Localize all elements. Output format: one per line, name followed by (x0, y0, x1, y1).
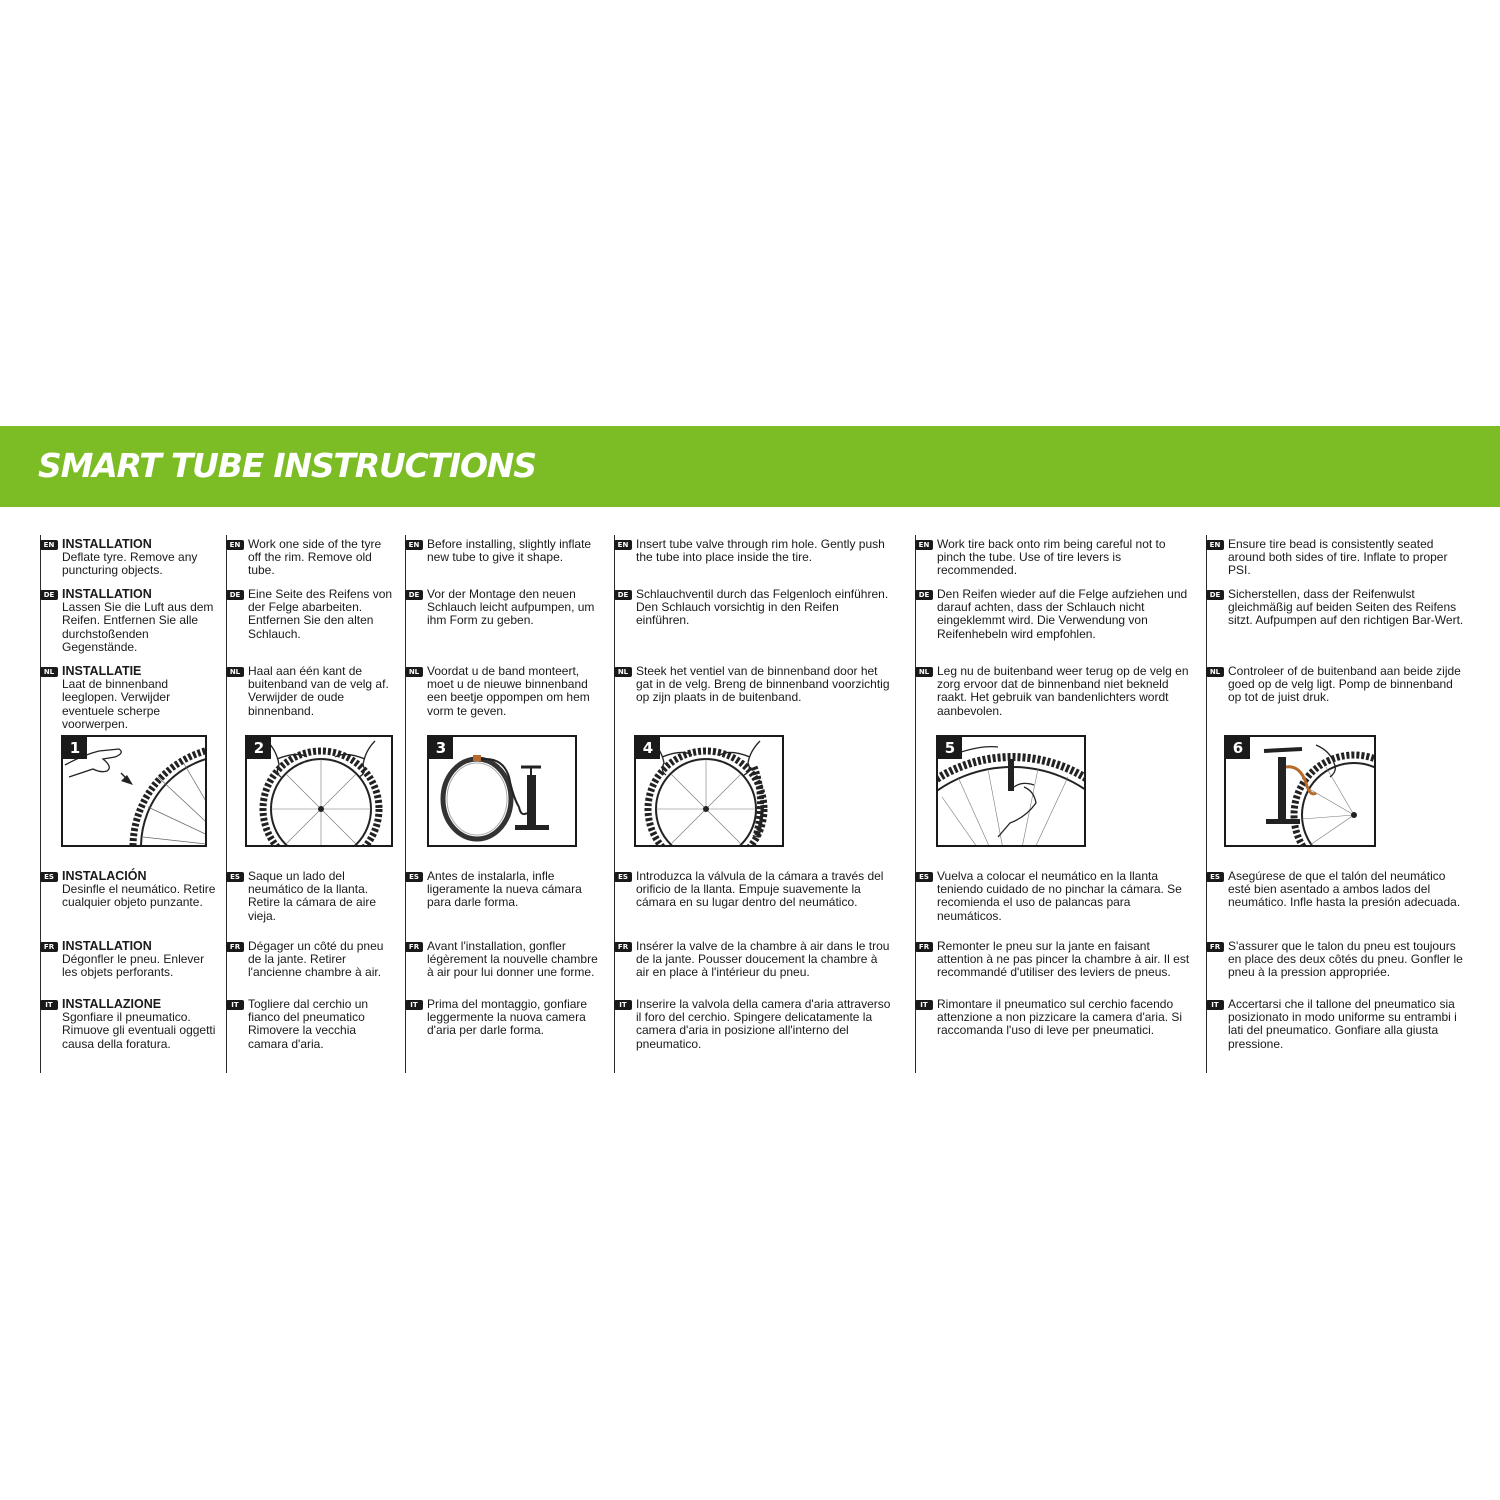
instruction-en (226, 538, 396, 578)
instruction-fr (915, 940, 1197, 980)
language-badge: ES (226, 872, 244, 882)
instruction-text: Schlauchventil durch das Felgenloch einführen. Den Schlauch vorsichtig in den Reifen einführen. (636, 587, 889, 628)
instruction-text: Accertarsi che il tallone del pneumatico sia posizionato in modo uniforme su entrambi i lati del pneumatico. Gonfiare alla giusta pressione. (1228, 997, 1457, 1051)
page-title: SMART TUBE INSTRUCTIONS (38, 446, 536, 485)
instruction-es (40, 870, 218, 910)
language-badge: NL (915, 667, 933, 677)
step-number: 1 (63, 737, 87, 759)
language-badge: DE (226, 590, 244, 600)
instruction-text: Togliere dal cerchio un fianco del pneumatico Rimovere la vecchia camara d'aria. (248, 997, 369, 1051)
instruction-text: Sicherstellen, dass der Reifenwulst gleichmäßig auf beiden Seiten des Reifens sitzt. Aufpumpen auf den richtigen Bar-Wert. (1228, 587, 1464, 628)
instruction-text: Rimontare il pneumatico sul cerchio facendo attenzione a non pizzicare la camera d'aria. Si raccomanda l'uso di leve per pneumatici. (937, 997, 1183, 1038)
step-number: 6 (1226, 737, 1250, 759)
instruction-de (915, 588, 1197, 641)
instruction-es (405, 870, 605, 910)
instruction-text: Dégager un côté du pneu de la jante. Retirer l'ancienne chambre à air. (248, 939, 384, 980)
instruction-fr (614, 940, 894, 980)
instruction-de (614, 588, 894, 628)
instruction-text: S'assurer que le talon du pneu est toujours en place des deux côtés du pneu. Gonfler le pneu à la pression appropriée. (1228, 939, 1463, 980)
step-illustration (1224, 735, 1376, 847)
instruction-en (614, 538, 894, 564)
step-column-2 (226, 535, 402, 1073)
instruction-text: Ensure tire bead is consistently seated around both sides of tire. Inflate to proper PSI. (1228, 537, 1448, 578)
instruction-text: Prima del montaggio, gonfiare leggermente la nuova camera d'aria per darle forma. (427, 997, 588, 1038)
language-badge: IT (226, 1000, 244, 1010)
instruction-es (226, 870, 396, 923)
instruction-text: Leg nu de buitenband weer terug op de velg en zorg ervoor dat de binnenband niet bekneld raakt. Het gebruik van bandenlichters wordt aanbevolen. (937, 664, 1189, 718)
instruction-fr (405, 940, 605, 980)
instruction-text: Work tire back onto rim being careful not to pinch the tube. Use of tire levers is recommended. (937, 537, 1166, 578)
instruction-it (226, 998, 396, 1051)
instruction-de (40, 588, 218, 654)
instruction-text: Avant l'installation, gonfler légèrement la nouvelle chambre à air pour lui donner une forme. (427, 939, 598, 980)
step-illustration (245, 735, 393, 847)
instruction-text: Sgonfiare il pneumatico. Rimuove gli eventuali oggetti causa della foratura. (62, 1010, 216, 1051)
instruction-text: Before installing, slightly inflate new tube to give it shape. (427, 537, 592, 565)
language-badge: ES (614, 872, 632, 882)
instruction-text: Vor der Montage den neuen Schlauch leicht aufpumpen, um ihm Form zu geben. (427, 587, 595, 628)
instruction-es (915, 870, 1197, 923)
instruction-title: INSTALACIÓN (62, 869, 147, 883)
instruction-text: Insert tube valve through rim hole. Gently push the tube into place inside the tire. (636, 537, 885, 565)
instruction-es (614, 870, 894, 910)
language-badge: FR (40, 942, 58, 952)
instruction-text: Saque un lado del neumático de la llanta. Retire la cámara de aire vieja. (248, 869, 377, 923)
step-column-4 (614, 535, 912, 1073)
language-badge: FR (1206, 942, 1224, 952)
language-badge: EN (226, 540, 244, 550)
instruction-title: INSTALLATION (62, 537, 152, 551)
language-badge: EN (40, 540, 58, 550)
language-badge: DE (614, 590, 632, 600)
step-number: 2 (247, 737, 271, 759)
language-badge: ES (405, 872, 423, 882)
instruction-text: Work one side of the tyre off the rim. Remove old tube. (248, 537, 382, 578)
instruction-fr (1206, 940, 1468, 980)
step-illustration (61, 735, 207, 847)
step-column-6 (1206, 535, 1472, 1073)
instruction-text: Dégonfler le pneu. Enlever les objets perforants. (62, 952, 205, 980)
language-badge: ES (915, 872, 933, 882)
title-banner (0, 426, 1500, 507)
language-badge: DE (40, 590, 58, 600)
instruction-title: INSTALLATION (62, 587, 152, 601)
language-badge: IT (40, 1000, 58, 1010)
step-column-1 (40, 535, 220, 1073)
language-badge: EN (614, 540, 632, 550)
step-illustration (634, 735, 784, 847)
instruction-text: Vuelva a colocar el neumático en la llanta teniendo cuidado de no pinchar la cámara. Se recomienda el uso de palancas para neumáticos. (937, 869, 1182, 923)
instruction-nl (614, 665, 894, 705)
instruction-en (40, 538, 218, 578)
instruction-text: Insérer la valve de la chambre à air dans le trou de la jante. Pousser doucement la chambre à air en place à l'intérieur du pneu. (636, 939, 890, 980)
instruction-text: Introduzca la válvula de la cámara a través del orificio de la llanta. Empuje suavemente la cámara en su lugar dentro del neumático. (636, 869, 884, 910)
instruction-text: Asegúrese de que el talón del neumático esté bien asentado a ambos lados del neumático. Infle hasta la presión adecuada. (1228, 869, 1461, 910)
instruction-text: Laat de binnenband leeglopen. Verwijder eventuele scherpe voorwerpen. (62, 677, 171, 731)
step-column-3 (405, 535, 611, 1073)
instruction-text: Controleer of de buitenband aan beide zijde goed op de velg ligt. Pomp de binnenband op tot de juist druk. (1228, 664, 1461, 705)
instruction-nl (226, 665, 396, 718)
instruction-nl (1206, 665, 1468, 705)
language-badge: DE (1206, 590, 1224, 600)
language-badge: FR (405, 942, 423, 952)
language-badge: NL (226, 667, 244, 677)
language-badge: IT (1206, 1000, 1224, 1010)
instruction-nl (405, 665, 605, 718)
language-badge: NL (1206, 667, 1224, 677)
step-column-5 (915, 535, 1202, 1073)
instruction-title: INSTALLAZIONE (62, 997, 162, 1011)
language-badge: IT (614, 1000, 632, 1010)
step-illustration (936, 735, 1086, 847)
instruction-text: Voordat u de band monteert, moet u de nieuwe binnenband een beetje oppompen om hem vorm te geven. (427, 664, 590, 718)
instruction-nl (40, 665, 218, 731)
step-number: 3 (429, 737, 453, 759)
instruction-text: Remonter le pneu sur la jante en faisant attention à ne pas pincer la chambre à air. Il est recommandé d'utiliser des leviers de pneus. (937, 939, 1190, 980)
step-number: 5 (938, 737, 962, 759)
language-badge: DE (915, 590, 933, 600)
instruction-it (405, 998, 605, 1038)
instruction-it (40, 998, 218, 1051)
language-badge: EN (915, 540, 933, 550)
instruction-en (915, 538, 1197, 578)
instruction-text: Den Reifen wieder auf die Felge aufziehen und darauf achten, dass der Schlauch nicht eingeklemmt wird. Die Verwendung von Reifenhebeln wird empfohlen. (937, 587, 1188, 641)
instruction-de (405, 588, 605, 628)
step-number: 4 (636, 737, 660, 759)
language-badge: NL (405, 667, 423, 677)
instruction-de (1206, 588, 1468, 628)
language-badge: IT (405, 1000, 423, 1010)
language-badge: NL (40, 667, 58, 677)
language-badge: FR (226, 942, 244, 952)
language-badge: EN (405, 540, 423, 550)
language-badge: FR (614, 942, 632, 952)
instruction-title: INSTALLATIE (62, 664, 142, 678)
language-badge: NL (614, 667, 632, 677)
instruction-text: Haal aan één kant de buitenband van de velg af. Verwijder de oude binnenband. (248, 664, 389, 718)
instruction-title: INSTALLATION (62, 939, 152, 953)
step-illustration (427, 735, 577, 847)
instruction-nl (915, 665, 1197, 718)
instruction-text: Deflate tyre. Remove any puncturing objects. (62, 550, 198, 578)
language-badge: DE (405, 590, 423, 600)
instruction-es (1206, 870, 1468, 910)
instruction-fr (226, 940, 396, 980)
instruction-en (1206, 538, 1468, 578)
instruction-de (226, 588, 396, 641)
instruction-it (614, 998, 894, 1051)
language-badge: FR (915, 942, 933, 952)
language-badge: ES (1206, 872, 1224, 882)
instruction-fr (40, 940, 218, 980)
instruction-text: Steek het ventiel van de binnenband door het gat in de velg. Breng de binnenband voorzichtig op zijn plaats in de buitenband. (636, 664, 890, 705)
instruction-it (1206, 998, 1468, 1051)
instruction-text: Inserire la valvola della camera d'aria attraverso il foro del cerchio. Spingere delicatamente la camera d'aria in posizione all'interno del pneumatico. (636, 997, 891, 1051)
instruction-text: Antes de instalarla, infle ligeramente la nueva cámara para darle forma. (427, 869, 582, 910)
instruction-text: Desinfle el neumático. Retire cualquier objeto punzante. (62, 882, 216, 910)
instruction-text: Lassen Sie die Luft aus dem Reifen. Entfernen Sie alle durchstoßenden Gegenstände. (62, 600, 214, 654)
language-badge: IT (915, 1000, 933, 1010)
language-badge: ES (40, 872, 58, 882)
language-badge: EN (1206, 540, 1224, 550)
instruction-en (405, 538, 605, 564)
instruction-text: Eine Seite des Reifens von der Felge abarbeiten. Entfernen Sie den alten Schlauch. (248, 587, 393, 641)
instruction-it (915, 998, 1197, 1038)
